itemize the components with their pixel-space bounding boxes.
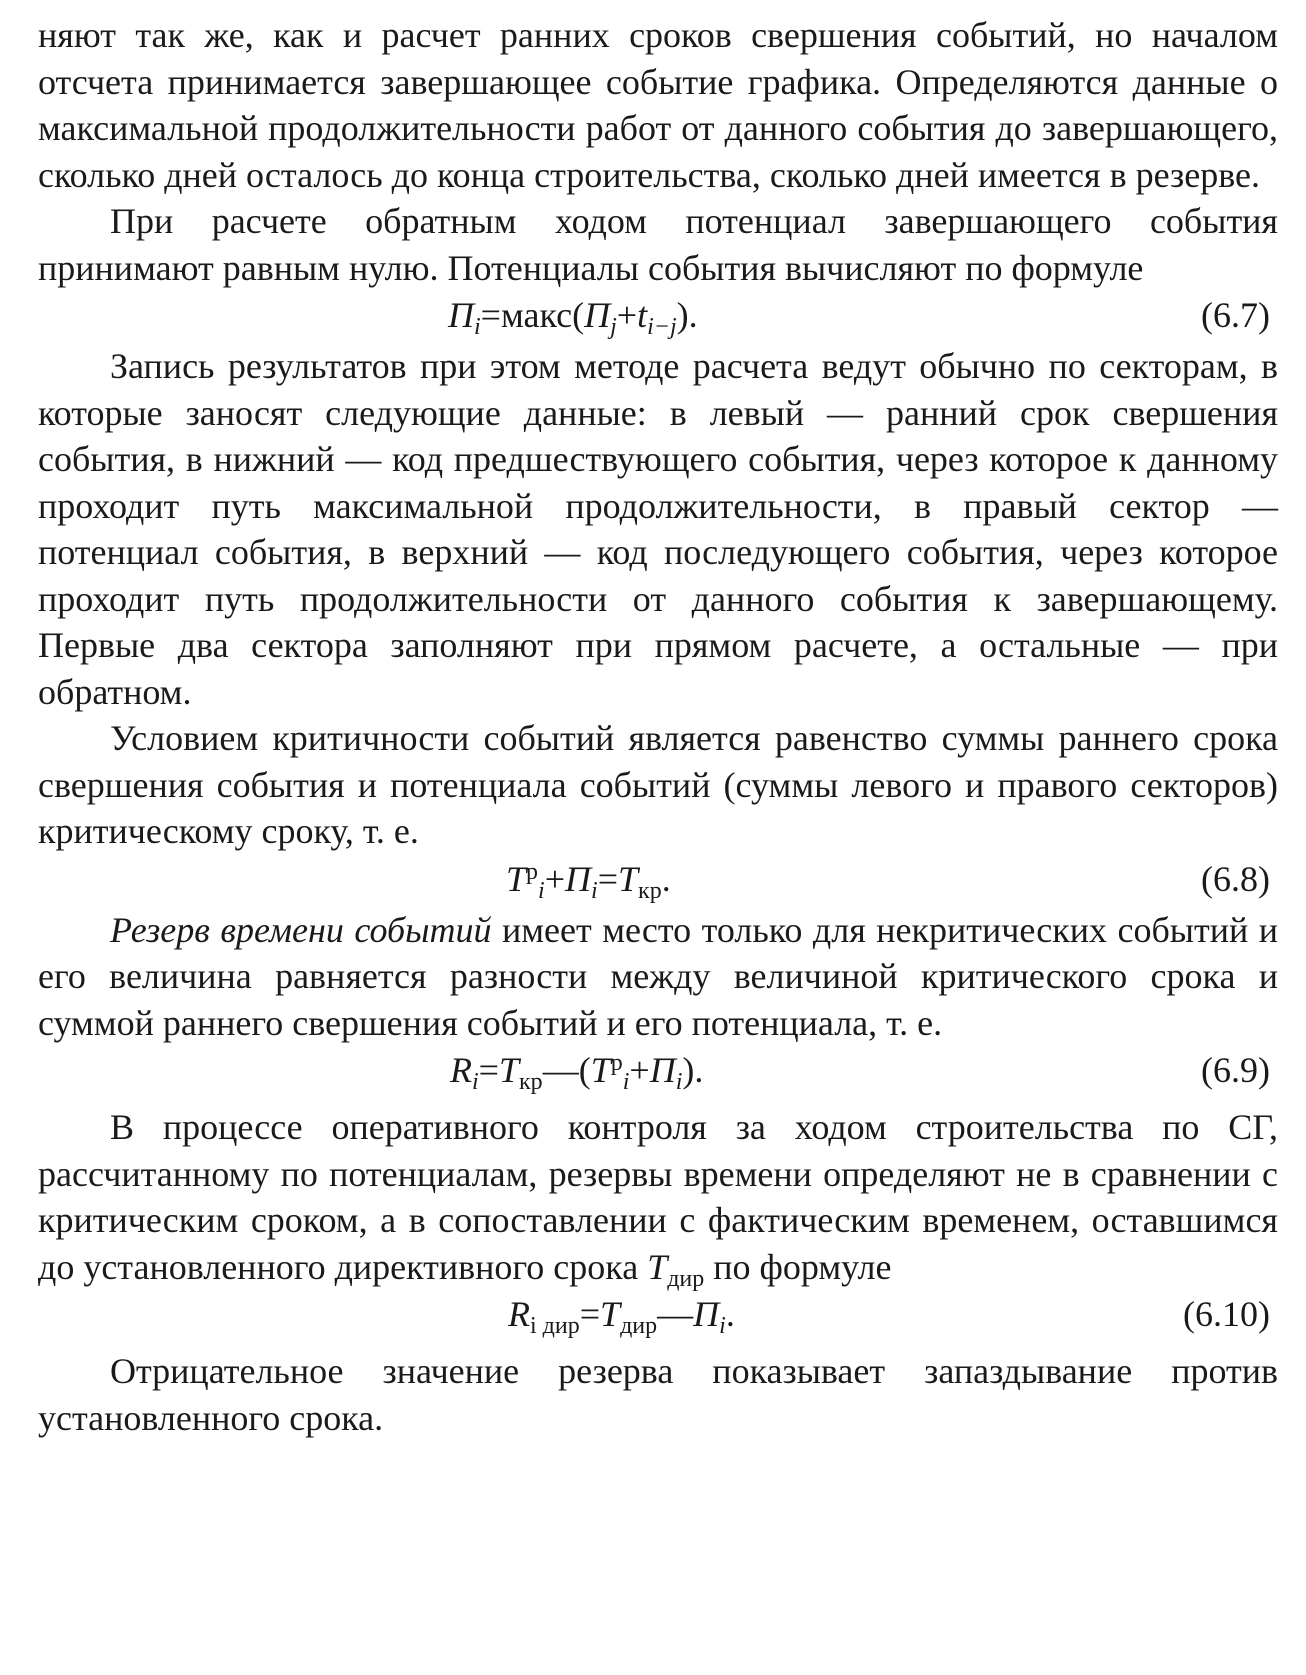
- paragraph-7: Отрицательное значение резерва показывает запаздывание против установленного срока.: [38, 1351, 1278, 1438]
- formula-6-10-number: (6.10): [1183, 1294, 1270, 1334]
- symbol-t-dir: $T_{дир}$: [647, 1246, 705, 1292]
- formula-6-8-number: (6.8): [1201, 858, 1270, 899]
- paragraph-3: Запись результатов при этом методе расчета ведут обычно по секторам, в которые заносят следующие данные: в левый — ранний срок свершения события, в нижний — код предшествующего события, через которое к данному проходит путь максимальной продолжительности, в правый сектор — потенциал события, в верхний — код последующего события, через которое проходит путь продолжительности от данного события к завершающему. Первые два сектора заполняют при прямом расчете, а остальные — при обратном.: [38, 346, 1278, 712]
- formula-6-9: [38, 1046, 1278, 1094]
- formula-6-7-number: (6.7): [1201, 295, 1270, 335]
- paragraph-6: В процессе оперативного контроля за ходом строительства по СГ, рассчитанному по потенциалам, резервы времени определяют не в сравнении с критическим сроком, а в сопоставлении с фактическим временем, оставшимся до установленного директивного срока $T_{дир}$ по формуле: [38, 1107, 1278, 1292]
- paragraph-5: Резерв времени событий имеет место только для некритических событий и его величина равняется разности между величиной критического срока и суммой раннего свершения событий и его потенциала, т. е.: [38, 909, 1278, 1043]
- paragraph-2: При расчете обратным ходом потенциал завершающего события принимают равным нулю. Потенциалы события вычисляют по формуле: [38, 201, 1278, 288]
- formula-6-7: [38, 291, 1278, 339]
- formula-6-8: [38, 855, 1278, 903]
- formula-6-9-number: (6.9): [1201, 1050, 1270, 1090]
- paragraph-1: няют так же, как и расчет ранних сроков свершения событий, но началом отсчета принимается завершающее событие графика. Определяются данные о максимальной продолжительности работ от данного события до завершающего, сколько дней осталось до конца строительства, сколько дней имеется в резерве.: [38, 15, 1278, 195]
- formula-6-8-expression: $T^р_i+П_i=T_{кр}$.: [506, 858, 671, 904]
- formula-6-7-expression: $П_i=макс(П_j+t_{i-j})$.: [448, 295, 698, 340]
- paragraph-4: Условием критичности событий является равенство суммы раннего срока свершения события и потенциала событий (суммы левого и правого секторов) критическому сроку, т. е.: [38, 718, 1278, 851]
- term-reserve-of-time: Резерв времени событий: [110, 909, 492, 950]
- formula-6-9-expression: $R_i=T_{кр}—(T^р_i+П_i)$.: [450, 1050, 704, 1095]
- formula-6-10-expression: $R_{i дир}=T_{дир}—П_i$.: [508, 1294, 735, 1339]
- formula-6-10: [38, 1290, 1278, 1338]
